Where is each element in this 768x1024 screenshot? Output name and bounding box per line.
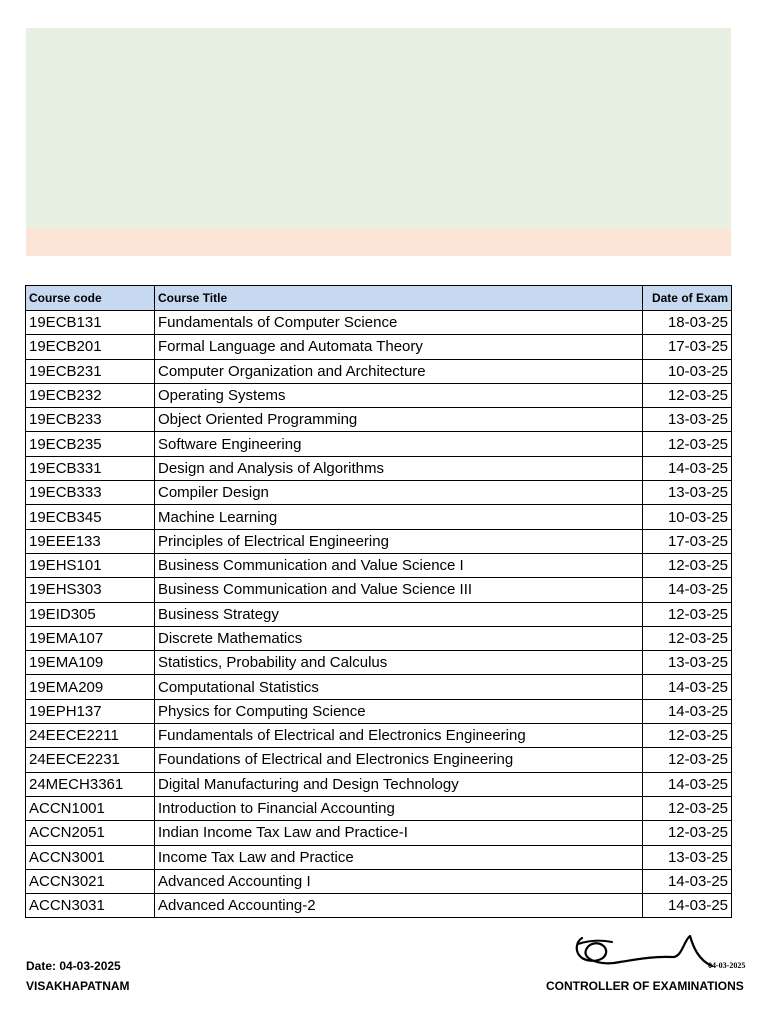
exam-date-cell: 14-03-25 (643, 772, 732, 796)
course-title-cell: Business Communication and Value Science III (155, 578, 643, 602)
course-title-cell: Indian Income Tax Law and Practice-I (155, 821, 643, 845)
table-row (26, 456, 732, 480)
table-row (26, 408, 732, 432)
course-code-cell: 24MECH3361 (26, 772, 155, 796)
table-row (26, 626, 732, 650)
issue-place: VISAKHAPATNAM (26, 979, 130, 993)
exam-date-cell: 14-03-25 (643, 699, 732, 723)
exam-date-cell: 14-03-25 (643, 675, 732, 699)
column-header-date-of-exam: Date of Exam (643, 286, 732, 311)
course-code-cell: 19ECB231 (26, 359, 155, 383)
course-code-cell: 19ECB235 (26, 432, 155, 456)
table-row (26, 894, 732, 918)
course-code-cell: 19ECB131 (26, 311, 155, 335)
course-title-cell: Principles of Electrical Engineering (155, 529, 643, 553)
table-row (26, 675, 732, 699)
course-code-cell: ACCN3001 (26, 845, 155, 869)
table-row (26, 311, 732, 335)
course-code-cell: 19EHS303 (26, 578, 155, 602)
exam-date-cell: 12-03-25 (643, 383, 732, 407)
course-code-cell: ACCN2051 (26, 821, 155, 845)
table-row (26, 529, 732, 553)
exam-date-cell: 12-03-25 (643, 432, 732, 456)
course-code-cell: 19EPH137 (26, 699, 155, 723)
course-title-cell: Business Communication and Value Science I (155, 553, 643, 577)
table-row (26, 602, 732, 626)
table-row (26, 699, 732, 723)
exam-date-cell: 17-03-25 (643, 529, 732, 553)
exam-schedule-table (25, 285, 732, 918)
course-title-cell: Design and Analysis of Algorithms (155, 456, 643, 480)
exam-date-cell: 14-03-25 (643, 894, 732, 918)
table-header-row (26, 286, 732, 311)
exam-date-cell: 12-03-25 (643, 821, 732, 845)
course-title-cell: Compiler Design (155, 481, 643, 505)
course-code-cell: 19EMA209 (26, 675, 155, 699)
exam-date-cell: 12-03-25 (643, 748, 732, 772)
table-row (26, 772, 732, 796)
exam-date-cell: 12-03-25 (643, 626, 732, 650)
exam-date-cell: 13-03-25 (643, 651, 732, 675)
exam-date-cell: 13-03-25 (643, 408, 732, 432)
course-title-cell: Fundamentals of Electrical and Electronics Engineering (155, 724, 643, 748)
course-code-cell: 19ECB333 (26, 481, 155, 505)
course-title-cell: Physics for Computing Science (155, 699, 643, 723)
course-title-cell: Object Oriented Programming (155, 408, 643, 432)
table-row (26, 724, 732, 748)
course-title-cell: Foundations of Electrical and Electronics Engineering (155, 748, 643, 772)
course-code-cell: ACCN3031 (26, 894, 155, 918)
course-title-cell: Fundamentals of Computer Science (155, 311, 643, 335)
table-row (26, 821, 732, 845)
exam-date-cell: 10-03-25 (643, 505, 732, 529)
course-code-cell: 19ECB232 (26, 383, 155, 407)
course-code-cell: 19EMA107 (26, 626, 155, 650)
course-code-cell: ACCN1001 (26, 796, 155, 820)
exam-date-cell: 14-03-25 (643, 869, 732, 893)
course-title-cell: Operating Systems (155, 383, 643, 407)
header-banner-strip (26, 228, 731, 256)
course-title-cell: Formal Language and Automata Theory (155, 335, 643, 359)
header-banner (26, 28, 731, 228)
course-title-cell: Machine Learning (155, 505, 643, 529)
course-title-cell: Digital Manufacturing and Design Technology (155, 772, 643, 796)
exam-date-cell: 14-03-25 (643, 456, 732, 480)
course-code-cell: ACCN3021 (26, 869, 155, 893)
table-row (26, 796, 732, 820)
exam-date-cell: 13-03-25 (643, 481, 732, 505)
table-row (26, 432, 732, 456)
table-row (26, 359, 732, 383)
course-title-cell: Advanced Accounting-2 (155, 894, 643, 918)
exam-date-cell: 17-03-25 (643, 335, 732, 359)
table-row (26, 383, 732, 407)
table-row (26, 481, 732, 505)
course-title-cell: Introduction to Financial Accounting (155, 796, 643, 820)
exam-date-cell: 18-03-25 (643, 311, 732, 335)
signatory-designation: CONTROLLER OF EXAMINATIONS (546, 979, 744, 993)
table-row (26, 553, 732, 577)
exam-date-cell: 12-03-25 (643, 724, 732, 748)
issue-date: Date: 04-03-2025 (26, 959, 121, 973)
course-title-cell: Computer Organization and Architecture (155, 359, 643, 383)
column-header-course-code: Course code (26, 286, 155, 311)
exam-date-cell: 12-03-25 (643, 796, 732, 820)
course-code-cell: 19EMA109 (26, 651, 155, 675)
table-row (26, 651, 732, 675)
exam-date-cell: 12-03-25 (643, 602, 732, 626)
course-title-cell: Computational Statistics (155, 675, 643, 699)
course-title-cell: Income Tax Law and Practice (155, 845, 643, 869)
course-code-cell: 19ECB331 (26, 456, 155, 480)
exam-date-cell: 10-03-25 (643, 359, 732, 383)
exam-date-cell: 12-03-25 (643, 553, 732, 577)
signature-image (572, 930, 758, 974)
course-title-cell: Software Engineering (155, 432, 643, 456)
course-title-cell: Business Strategy (155, 602, 643, 626)
table-row (26, 869, 732, 893)
exam-date-cell: 14-03-25 (643, 578, 732, 602)
course-code-cell: 19EHS101 (26, 553, 155, 577)
course-code-cell: 19ECB201 (26, 335, 155, 359)
course-title-cell: Advanced Accounting I (155, 869, 643, 893)
course-title-cell: Statistics, Probability and Calculus (155, 651, 643, 675)
table-row (26, 748, 732, 772)
table-row (26, 505, 732, 529)
course-code-cell: 19ECB345 (26, 505, 155, 529)
exam-date-cell: 13-03-25 (643, 845, 732, 869)
course-code-cell: 19ECB233 (26, 408, 155, 432)
table-row (26, 578, 732, 602)
signature-date: 04-03-2025 (708, 961, 746, 970)
table-row (26, 335, 732, 359)
course-title-cell: Discrete Mathematics (155, 626, 643, 650)
course-code-cell: 19EEE133 (26, 529, 155, 553)
table-row (26, 845, 732, 869)
course-code-cell: 24EECE2211 (26, 724, 155, 748)
course-code-cell: 24EECE2231 (26, 748, 155, 772)
column-header-course-title: Course Title (155, 286, 643, 311)
course-code-cell: 19EID305 (26, 602, 155, 626)
